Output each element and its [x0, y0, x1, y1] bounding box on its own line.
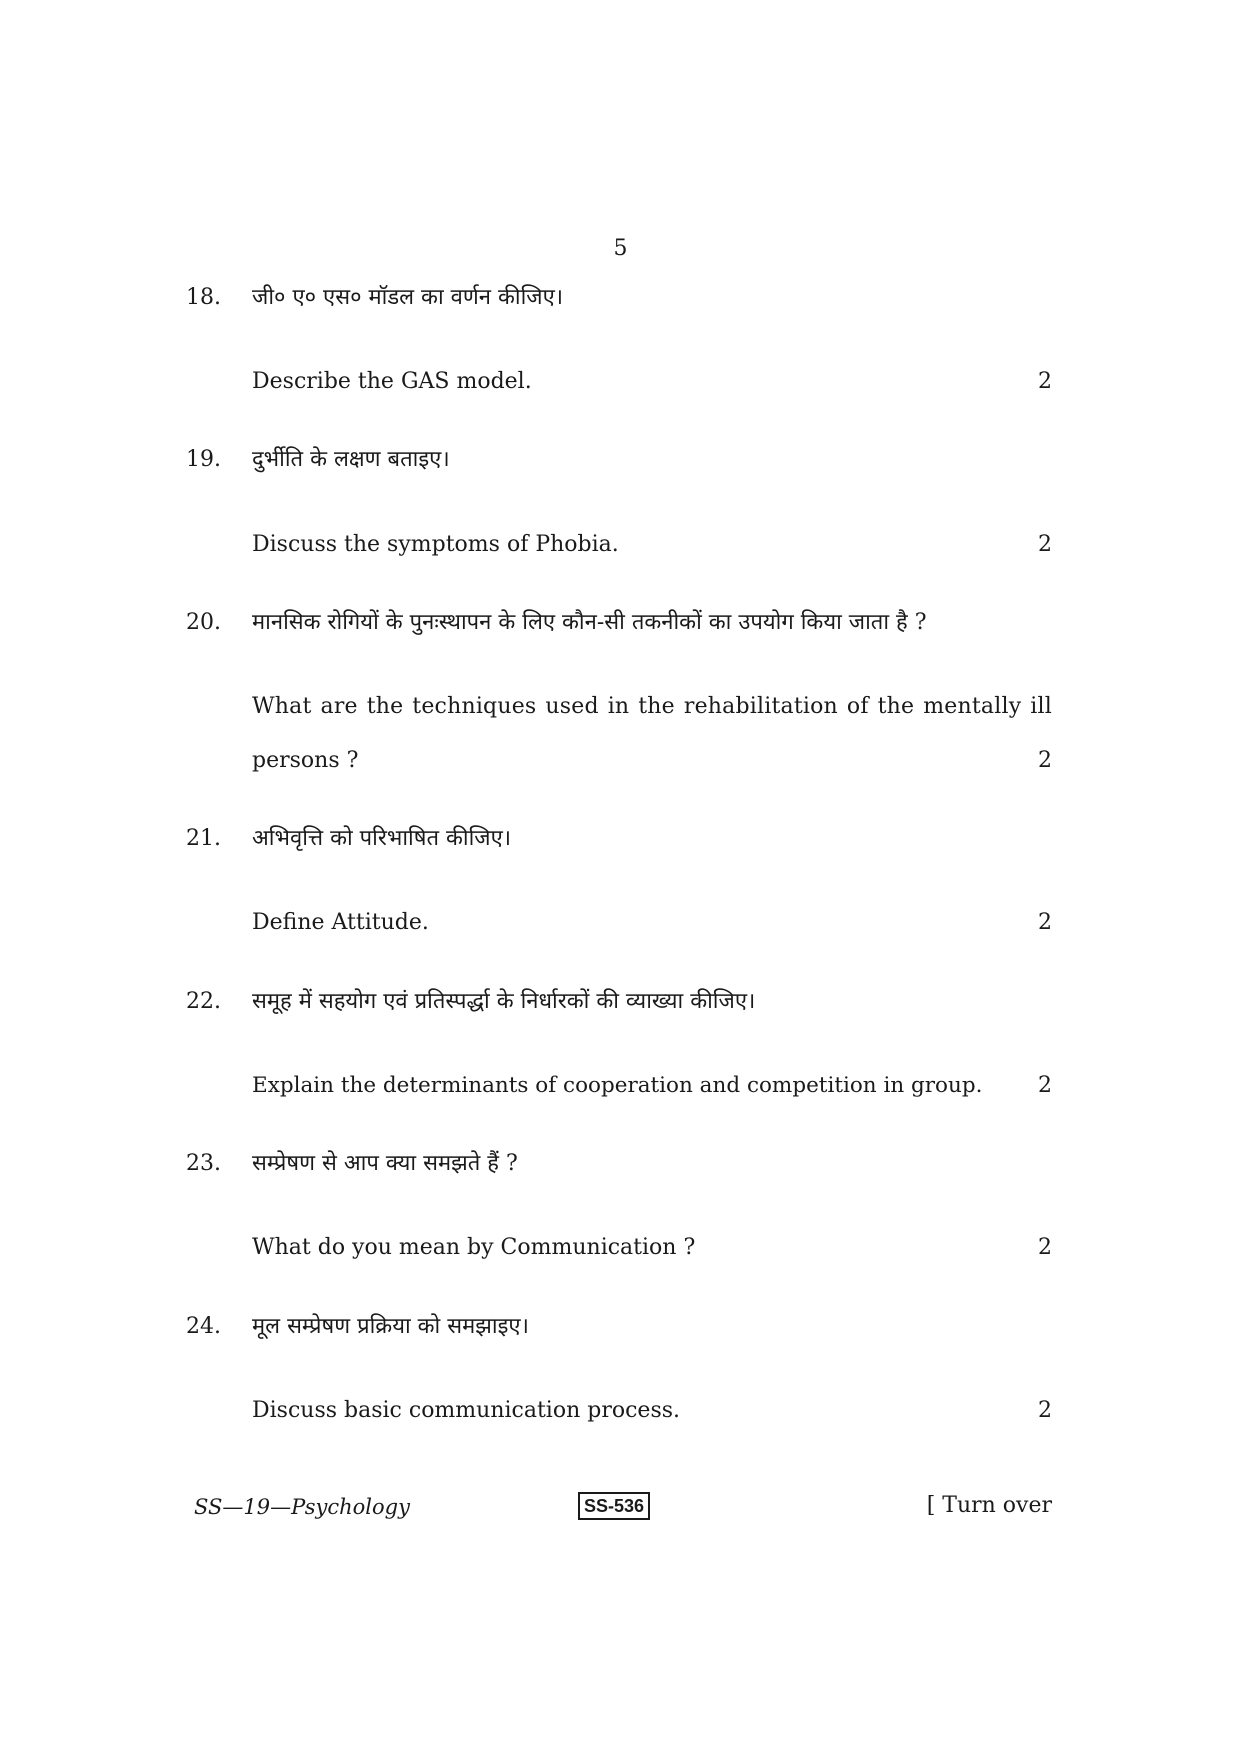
question-marks: 2: [1038, 748, 1052, 773]
question-english-text: Explain the determinants of cooperation and competition in group.: [252, 1073, 983, 1098]
question-number: 20.: [186, 610, 221, 635]
question-marks: 2: [1038, 910, 1052, 935]
question-hindi-text: सम्प्रेषण से आप क्या समझते हैं ?: [252, 1151, 518, 1176]
question-marks: 2: [1038, 1073, 1052, 1098]
question-english-text: What do you mean by Communication ?: [252, 1235, 696, 1260]
question-marks: 2: [1038, 1235, 1052, 1260]
question-english-text: Discuss basic communication process.: [252, 1398, 681, 1423]
question-marks: 2: [1038, 369, 1052, 394]
question-english-text-continued: persons ?: [252, 748, 359, 773]
page-number: 5: [613, 236, 628, 261]
question-number: 21.: [186, 826, 221, 851]
question-hindi-text: मानसिक रोगियों के पुनःस्थापन के लिए कौन-सी तकनीकों का उपयोग किया जाता है ?: [252, 610, 927, 635]
question-number: 24.: [186, 1314, 221, 1339]
question-english-text: Discuss the symptoms of Phobia.: [252, 532, 619, 557]
question-number: 18.: [186, 285, 221, 310]
question-hindi-text: अभिवृत्ति को परिभाषित कीजिए।: [252, 826, 512, 851]
question-hindi-text: जी० ए० एस० मॉडल का वर्णन कीजिए।: [252, 285, 564, 310]
question-number: 19.: [186, 447, 221, 472]
question-marks: 2: [1038, 1398, 1052, 1423]
question-number: 22.: [186, 989, 221, 1014]
footer-turn-over: [ Turn over: [926, 1493, 1052, 1518]
question-hindi-text: समूह में सहयोग एवं प्रतिस्पर्द्धा के निर्धारकों की व्याख्या कीजिए।: [252, 989, 756, 1014]
question-english-text: Describe the GAS model.: [252, 369, 532, 394]
question-hindi-text: दुर्भीति के लक्षण बताइए।: [252, 447, 450, 472]
question-english-text: Define Attitude.: [252, 910, 429, 935]
question-marks: 2: [1038, 532, 1052, 557]
footer-paper-title: SS—19—Psychology: [194, 1495, 410, 1519]
footer-paper-code: SS-536: [578, 1492, 650, 1520]
question-hindi-text: मूल सम्प्रेषण प्रक्रिया को समझाइए।: [252, 1314, 529, 1339]
question-number: 23.: [186, 1151, 221, 1176]
question-english-text: What are the techniques used in the rehabilitation of the mentally ill: [252, 694, 1052, 719]
